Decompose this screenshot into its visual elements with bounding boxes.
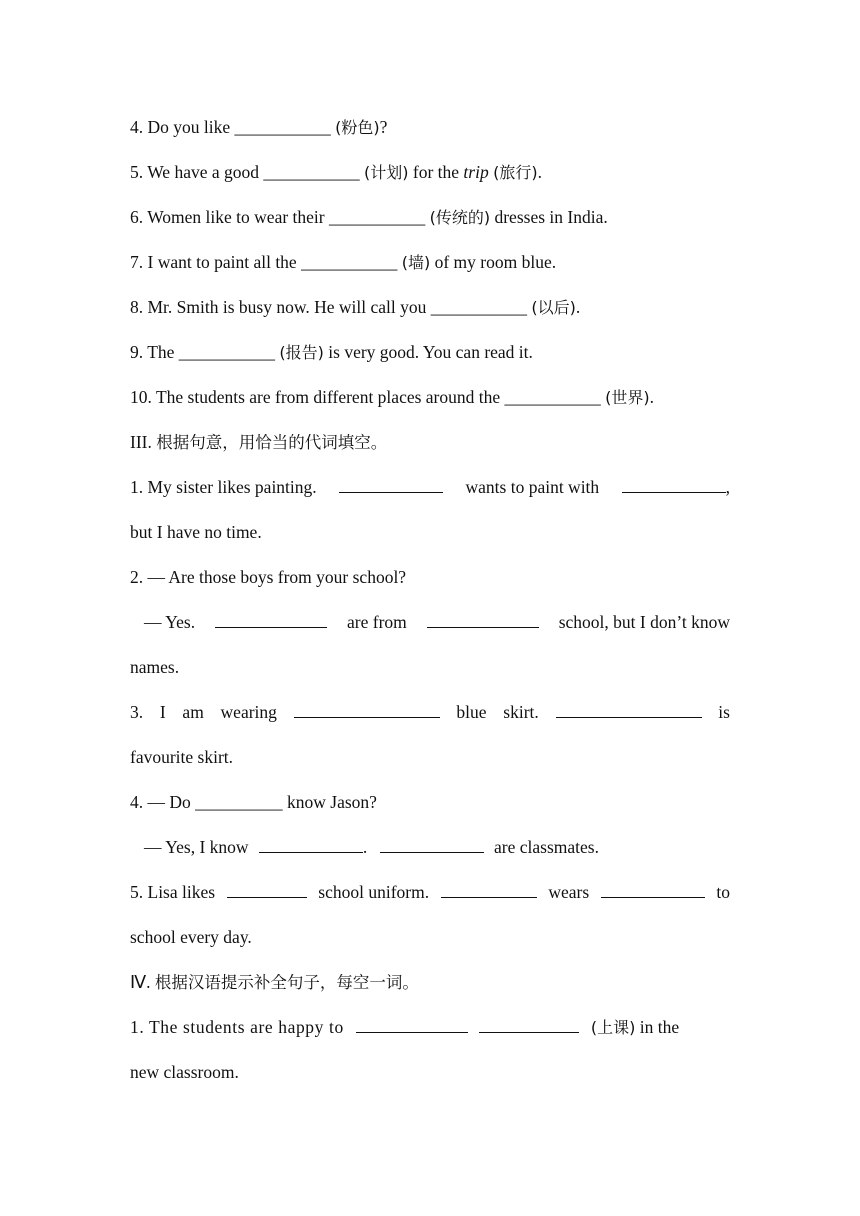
answer-blank[interactable] (356, 1016, 468, 1033)
chinese-hint: (上课) (590, 1018, 636, 1037)
question-text: skirt. (503, 702, 539, 722)
chinese-hint: (报告) (279, 343, 324, 362)
answer-blank[interactable]: __________ (195, 792, 283, 812)
answer-blank[interactable] (556, 701, 702, 718)
item-text: The students are from different places around the (155, 387, 501, 407)
section-title: 根据汉语提示补全句子，每空一词。 (154, 973, 419, 992)
chinese-hint: (传统的) (429, 208, 491, 227)
item-text-end: dresses in India. (494, 207, 608, 227)
question-text: blue (456, 702, 487, 722)
section-title: 根据句意，用恰当的代词填空。 (156, 433, 388, 452)
translation-question-1 (130, 1015, 730, 1040)
item-text-end: of my room blue. (434, 252, 557, 272)
question-text: 3. (130, 702, 144, 722)
answer-blank[interactable] (479, 1016, 579, 1033)
pronoun-question-1-cont (130, 520, 730, 544)
item-text-end: ? (379, 117, 388, 137)
exercise-item-7 (130, 250, 730, 275)
answer-blank[interactable] (259, 836, 363, 853)
section-4-heading (130, 970, 730, 995)
answer-blank[interactable] (441, 881, 537, 898)
chinese-hint: (世界) (605, 388, 650, 407)
answer-blank[interactable] (380, 836, 484, 853)
question-text: 4. — Do (130, 792, 191, 812)
exercise-item-4 (130, 115, 730, 140)
chinese-hint: (以后) (531, 298, 576, 317)
question-text: 5. Lisa likes (130, 882, 216, 902)
question-text: are from (347, 612, 407, 632)
answer-blank[interactable]: ___________ (504, 387, 601, 407)
question-text: I (159, 702, 166, 722)
question-text: to (716, 882, 730, 902)
chinese-hint: (粉色) (335, 118, 380, 137)
question-text: 2. — Are those boys from your school? (130, 567, 407, 587)
pronoun-question-5-cont (130, 925, 730, 949)
question-text: wearing (220, 702, 277, 722)
exercise-item-10 (130, 385, 750, 410)
chinese-hint: (计划) (364, 163, 409, 182)
question-text: — Yes. (144, 612, 196, 632)
item-text: The (147, 342, 175, 362)
item-number: 6. (130, 207, 144, 227)
item-text-end: . (649, 387, 655, 407)
question-text: new classroom. (130, 1062, 239, 1082)
chinese-hint: (墙) (401, 253, 431, 272)
item-text: for the (412, 162, 460, 182)
item-text: I want to paint all the (147, 252, 297, 272)
question-text: 1. The students are happy to (130, 1017, 344, 1037)
section-3-heading (130, 430, 730, 455)
answer-blank[interactable]: ___________ (328, 207, 426, 227)
item-text: We have a good (147, 162, 259, 182)
item-text: Women like to wear their (147, 207, 325, 227)
pronoun-question-1 (130, 475, 730, 499)
question-text: — Yes, I know (144, 837, 249, 857)
answer-blank[interactable]: ___________ (430, 297, 527, 317)
item-number: 8. (130, 297, 144, 317)
exercise-item-9 (130, 340, 730, 365)
punctuation: . (362, 837, 368, 857)
question-text: is (718, 702, 730, 722)
answer-blank[interactable]: ___________ (234, 117, 331, 137)
question-text: know Jason? (287, 792, 377, 812)
section-roman-numeral: III. (130, 432, 152, 452)
item-text: Do you like (147, 117, 231, 137)
answer-blank[interactable] (601, 881, 705, 898)
answer-blank[interactable] (294, 701, 440, 718)
question-text: school uniform. (318, 882, 430, 902)
chinese-hint: (旅行) (493, 163, 538, 182)
pronoun-question-3-cont (130, 745, 730, 769)
pronoun-question-2-answer (144, 610, 730, 634)
item-number: 10. (130, 387, 152, 407)
pronoun-question-2 (130, 565, 730, 589)
item-number: 5. (130, 162, 144, 182)
pronoun-question-5 (130, 880, 730, 904)
answer-blank[interactable] (215, 611, 327, 628)
item-number: 9. (130, 342, 144, 362)
exercise-item-5 (130, 160, 730, 185)
question-text: but I have no time. (130, 522, 262, 542)
question-text: am (182, 702, 204, 722)
answer-blank[interactable]: ___________ (301, 252, 398, 272)
pronoun-question-4 (130, 790, 730, 814)
question-text: school, but I don’t know (558, 612, 730, 632)
answer-blank[interactable] (339, 476, 443, 493)
item-text-end: . (537, 162, 542, 182)
question-text: wants to paint with (465, 477, 600, 497)
pronoun-question-4-answer (144, 835, 730, 859)
answer-blank[interactable] (427, 611, 539, 628)
question-text: names. (130, 657, 180, 677)
question-text: school every day. (130, 927, 252, 947)
answer-blank[interactable] (622, 476, 726, 493)
section-roman-numeral: Ⅳ. (130, 972, 151, 992)
exercise-item-8 (130, 295, 730, 320)
exercise-item-6 (130, 205, 730, 230)
pronoun-question-2-cont (130, 655, 730, 679)
item-number: 7. (130, 252, 144, 272)
translation-question-1-cont (130, 1060, 730, 1084)
item-number: 4. (130, 117, 144, 137)
punctuation: , (725, 477, 730, 497)
italic-word: trip (463, 162, 489, 182)
question-text: wears (548, 882, 590, 902)
question-text: in the (639, 1017, 680, 1037)
pronoun-question-3 (130, 700, 730, 724)
question-text: favourite skirt. (130, 747, 234, 767)
item-text-end: . (575, 297, 581, 317)
item-text-end: is very good. You can read it. (328, 342, 533, 362)
question-text: 1. My sister likes painting. (130, 477, 317, 497)
question-text: are classmates. (494, 837, 599, 857)
item-text: Mr. Smith is busy now. He will call you (147, 297, 427, 317)
answer-blank[interactable] (227, 881, 307, 898)
answer-blank[interactable]: ___________ (178, 342, 276, 362)
answer-blank[interactable]: ___________ (263, 162, 360, 182)
